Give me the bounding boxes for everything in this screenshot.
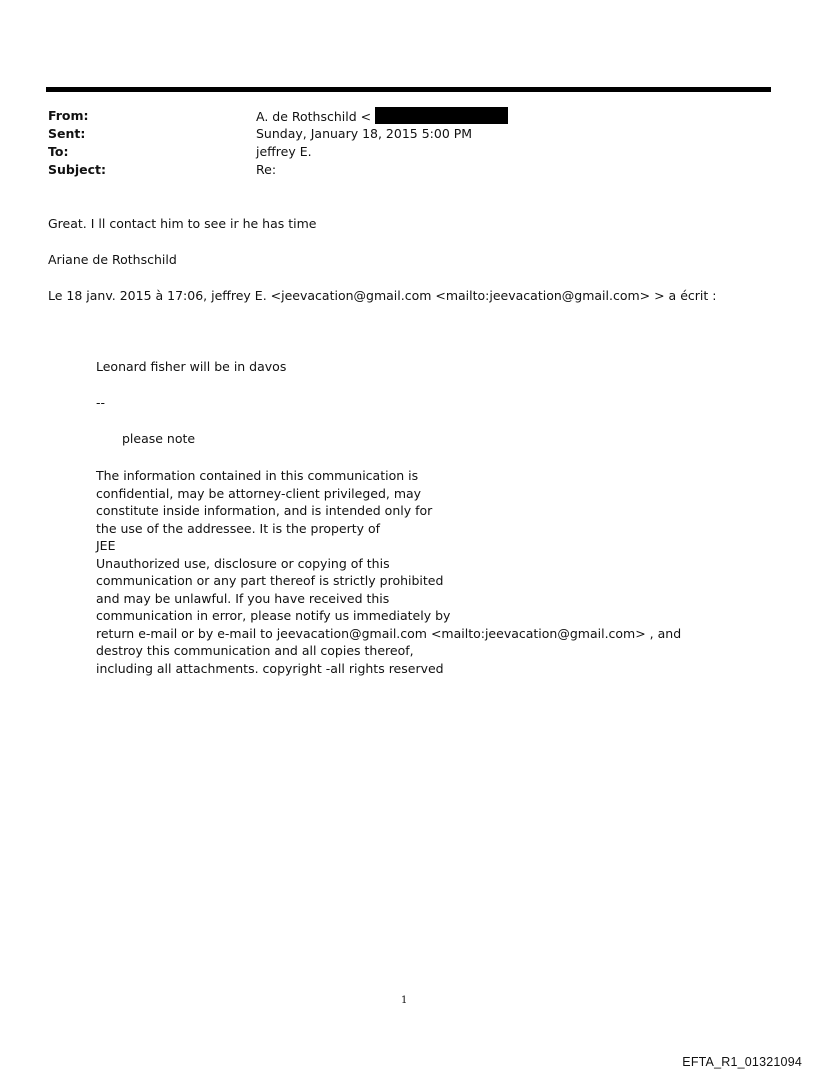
disclaimer-line: The information contained in this communication is — [96, 468, 419, 483]
disclaimer-line: communication or any part thereof is strictly prohibited — [96, 573, 444, 588]
quote-intro: Le 18 janv. 2015 à 17:06, jeffrey E. <jeevacation@gmail.com <mailto:jeevacation@gmail.com> > a écrit : — [48, 288, 717, 303]
disclaimer — [96, 467, 681, 677]
disclaimer-line: destroy this communication and all copies thereof, — [96, 643, 414, 658]
header-to-row — [48, 143, 768, 161]
bates-number: EFTA_R1_01321094 — [682, 1055, 802, 1069]
subject-value: Re: — [256, 162, 277, 177]
disclaimer-line: Unauthorized use, disclosure or copying of this — [96, 555, 390, 571]
disclaimer-line: communication in error, please notify us immediately by — [96, 608, 451, 623]
disclaimer-line: including all attachments. copyright -all rights reserved — [96, 660, 444, 676]
disclaimer-line: JEE — [96, 538, 116, 553]
sent-label: Sent: — [48, 126, 86, 141]
disclaimer-line: confidential, may be attorney-client privileged, may — [96, 485, 422, 501]
disclaimer-line: and may be unlawful. If you have received this — [96, 590, 390, 606]
header-from-row — [48, 107, 768, 125]
sent-value: Sunday, January 18, 2015 5:00 PM — [256, 126, 473, 141]
signature: Ariane de Rothschild — [48, 252, 177, 267]
page-number: 1 — [401, 995, 408, 1006]
from-label: From: — [48, 108, 89, 123]
header-sent-row — [48, 125, 768, 143]
disclaimer-line: return e-mail or by e-mail to jeevacation@gmail.com <mailto:jeevacation@gmail.com> , and — [96, 625, 682, 641]
signature-separator: -- — [96, 395, 106, 410]
to-value: jeffrey E. — [256, 144, 312, 159]
redaction-box — [375, 107, 508, 124]
header-divider — [46, 87, 771, 92]
subject-label: Subject: — [48, 162, 106, 177]
from-value — [256, 107, 508, 126]
disclaimer-line: constitute inside information, and is intended only for — [96, 503, 433, 518]
quoted-message: Leonard fisher will be in davos — [96, 359, 287, 374]
please-note: please note — [122, 431, 196, 446]
reply-text: Great. I ll contact him to see ir he has time — [48, 216, 317, 231]
header-subject-row — [48, 161, 768, 179]
from-sender: A. de Rothschild < — [256, 109, 372, 124]
to-label: To: — [48, 144, 69, 159]
disclaimer-line: the use of the addressee. It is the property of — [96, 520, 381, 536]
